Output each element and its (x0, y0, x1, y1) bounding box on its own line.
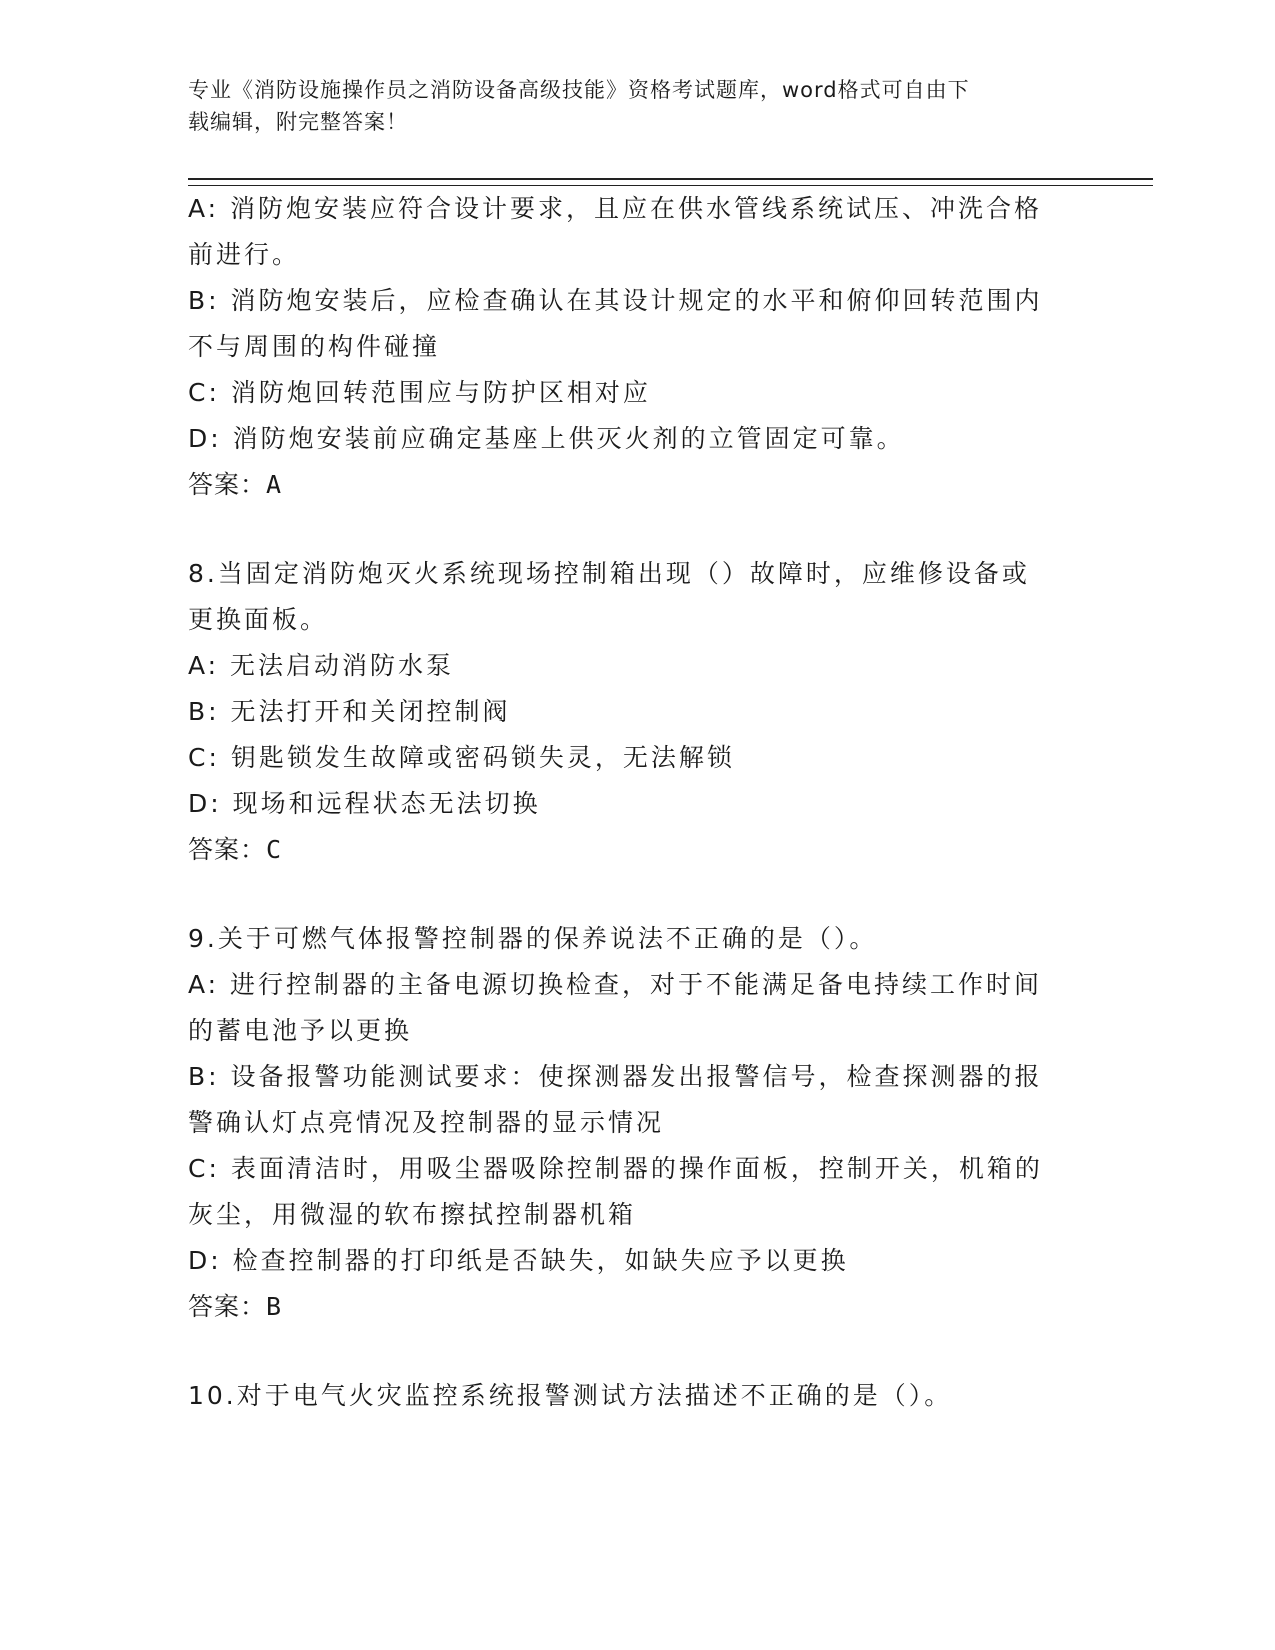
answer-value: A (266, 470, 282, 499)
option-line: A: 消防炮安装应符合设计要求，且应在供水管线系统试压、冲洗合格 (188, 194, 1043, 223)
question-stem: 更换面板。 (188, 605, 329, 634)
option-line: 前进行。 (188, 240, 301, 269)
option-line: B: 无法打开和关闭控制阀 (188, 697, 511, 726)
question-stem: 10.对于电气火灾监控系统报警测试方法描述不正确的是（）。 (188, 1381, 953, 1410)
question-7 (188, 186, 1068, 508)
question-stem: 8.当固定消防炮灭火系统现场控制箱出现（）故障时，应维修设备或 (188, 559, 1030, 588)
question-10 (188, 1373, 1068, 1419)
answer-value: C (266, 835, 282, 864)
option-line: 灰尘，用微湿的软布擦拭控制器机箱 (188, 1200, 637, 1229)
question-9 (188, 916, 1068, 1330)
option-line: D: 消防炮安装前应确定基座上供灭火剂的立管固定可靠。 (188, 424, 905, 453)
answer (188, 827, 1068, 873)
question-stem: 9.关于可燃气体报警控制器的保养说法不正确的是（）。 (188, 924, 878, 953)
answer-label: 答案： (188, 835, 267, 864)
option-line: D: 检查控制器的打印纸是否缺失，如缺失应予以更换 (188, 1246, 849, 1275)
answer (188, 1284, 1068, 1330)
answer (188, 462, 1068, 508)
header-line-2: 载编辑，附完整答案！ (188, 110, 408, 134)
answer-label: 答案： (188, 470, 267, 499)
question-8 (188, 551, 1068, 873)
option-line: C: 消防炮回转范围应与防护区相对应 (188, 378, 651, 407)
option-line: A: 无法启动消防水泵 (188, 651, 455, 680)
answer-label: 答案： (188, 1292, 267, 1321)
document-header (188, 74, 1068, 138)
option-line: 不与周围的构件碰撞 (188, 332, 441, 361)
option-line: D: 现场和远程状态无法切换 (188, 789, 541, 818)
answer-value: B (266, 1292, 282, 1321)
question-list (188, 186, 1068, 1419)
option-line: A: 进行控制器的主备电源切换检查，对于不能满足备电持续工作时间 (188, 970, 1043, 999)
option-line: C: 钥匙锁发生故障或密码锁失灵，无法解锁 (188, 743, 735, 772)
option-line: B: 设备报警功能测试要求：使探测器发出报警信号，检查探测器的报 (188, 1062, 1043, 1091)
header-line-1: 专业《消防设施操作员之消防设备高级技能》资格考试题库，word格式可自由下 (188, 78, 970, 102)
option-line: C: 表面清洁时，用吸尘器吸除控制器的操作面板，控制开关，机箱的 (188, 1154, 1043, 1183)
header-divider-thick (188, 178, 1153, 180)
option-line: 的蓄电池予以更换 (188, 1016, 413, 1045)
option-line: B: 消防炮安装后，应检查确认在其设计规定的水平和俯仰回转范围内 (188, 286, 1043, 315)
option-line: 警确认灯点亮情况及控制器的显示情况 (188, 1108, 665, 1137)
